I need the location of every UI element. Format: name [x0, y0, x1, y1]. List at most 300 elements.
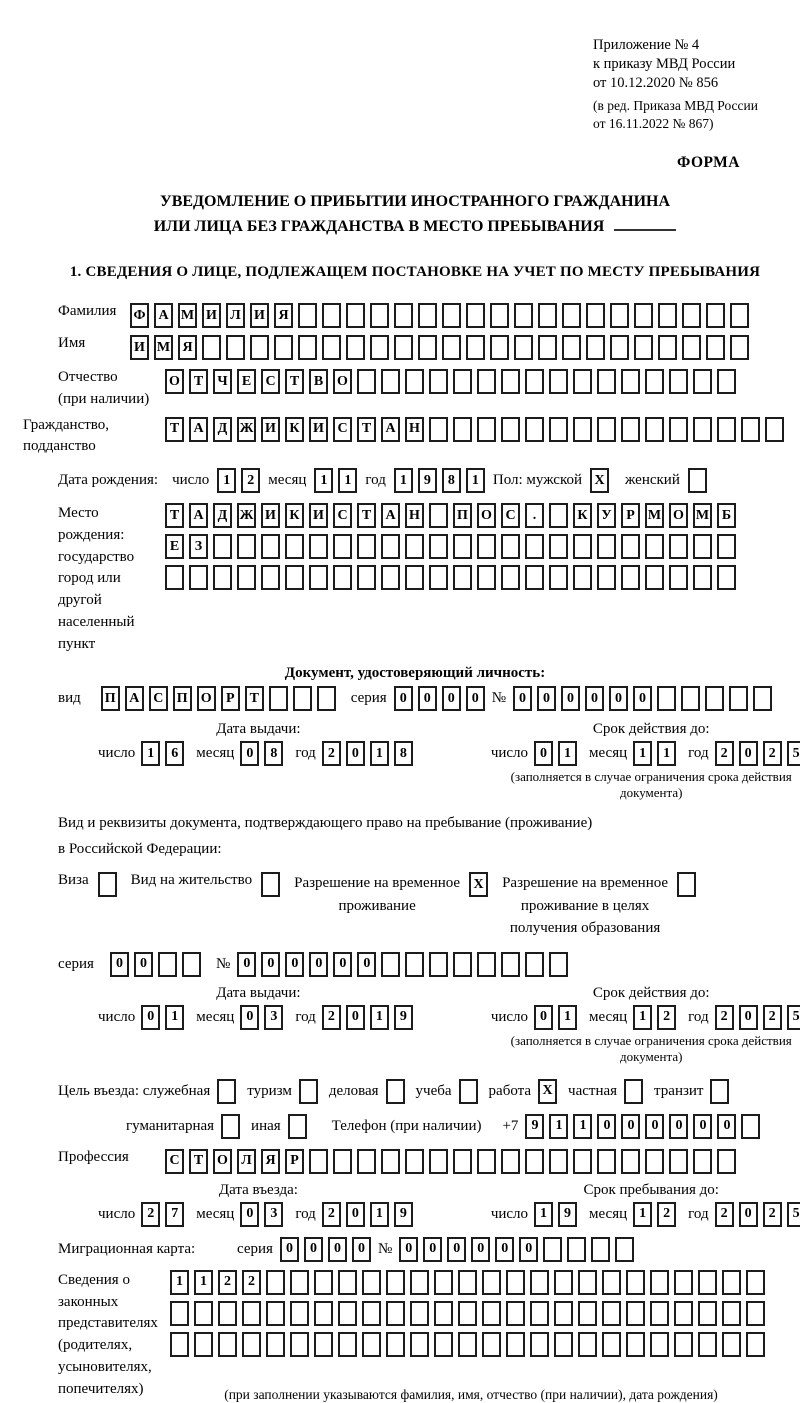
citizenship-cell[interactable]: С: [333, 417, 352, 442]
iddoc-vid-cell[interactable]: А: [125, 686, 144, 711]
birth-year-cell[interactable]: 8: [442, 468, 461, 493]
surname-cell[interactable]: [610, 303, 629, 328]
purpose-gumanitarnaya-box[interactable]: [221, 1114, 240, 1139]
birthplace-cell[interactable]: Ж: [237, 503, 256, 528]
representatives-cell[interactable]: [290, 1332, 309, 1357]
representatives-cell[interactable]: 2: [218, 1270, 237, 1295]
iddoc-vid-cell[interactable]: [317, 686, 336, 711]
entry-day-cell[interactable]: 2: [141, 1202, 160, 1227]
iddoc-issue-day-cell[interactable]: 1: [141, 741, 160, 766]
phone-cell[interactable]: 0: [693, 1114, 712, 1139]
iddoc-num-cell[interactable]: [681, 686, 700, 711]
iddoc-valid-year-cell[interactable]: 2: [715, 741, 734, 766]
iddoc-issue-day-cell[interactable]: 6: [165, 741, 184, 766]
birthplace-cell[interactable]: [237, 534, 256, 559]
birth-day-cell[interactable]: 1: [217, 468, 236, 493]
representatives-cell[interactable]: [434, 1332, 453, 1357]
birth-year-cell[interactable]: 1: [466, 468, 485, 493]
representatives-cell[interactable]: [242, 1301, 261, 1326]
birthplace-cell[interactable]: [549, 503, 568, 528]
representatives-cell[interactable]: [482, 1301, 501, 1326]
permit-num-cell[interactable]: [501, 952, 520, 977]
purpose-chastnaya-box[interactable]: [624, 1079, 643, 1104]
representatives-cell[interactable]: [362, 1270, 381, 1295]
iddoc-seria-cell[interactable]: 0: [442, 686, 461, 711]
patronymic-cell[interactable]: [597, 369, 616, 394]
iddoc-num-cell[interactable]: 0: [561, 686, 580, 711]
representatives-cell[interactable]: [266, 1301, 285, 1326]
representatives-cell[interactable]: [578, 1301, 597, 1326]
representatives-cell[interactable]: [554, 1301, 573, 1326]
birthplace-cell[interactable]: [285, 565, 304, 590]
migcard-num-cell[interactable]: 0: [471, 1237, 490, 1262]
citizenship-cell[interactable]: И: [261, 417, 280, 442]
citizenship-cell[interactable]: [573, 417, 592, 442]
stay-year-cell[interactable]: 2: [715, 1202, 734, 1227]
birthplace-cell[interactable]: [357, 565, 376, 590]
purpose-inaya-box[interactable]: [288, 1114, 307, 1139]
profession-cell[interactable]: [405, 1149, 424, 1174]
iddoc-issue-year-cell[interactable]: 2: [322, 741, 341, 766]
birthplace-cell[interactable]: [261, 565, 280, 590]
iddoc-valid-year-cell[interactable]: 2: [763, 741, 782, 766]
firstname-cell[interactable]: [682, 335, 701, 360]
birthplace-cell[interactable]: И: [309, 503, 328, 528]
representatives-cell[interactable]: [458, 1332, 477, 1357]
surname-cell[interactable]: [298, 303, 317, 328]
surname-cell[interactable]: [394, 303, 413, 328]
surname-cell[interactable]: [658, 303, 677, 328]
migcard-num-cell[interactable]: [567, 1237, 586, 1262]
birthplace-cell[interactable]: [645, 565, 664, 590]
birthplace-cell[interactable]: Т: [357, 503, 376, 528]
firstname-cell[interactable]: [274, 335, 293, 360]
representatives-cell[interactable]: [266, 1332, 285, 1357]
iddoc-issue-year-cell[interactable]: 1: [370, 741, 389, 766]
birthplace-cell[interactable]: [237, 565, 256, 590]
stay-year-cell[interactable]: 5: [787, 1202, 800, 1227]
representatives-cell[interactable]: [314, 1332, 333, 1357]
citizenship-cell[interactable]: Т: [165, 417, 184, 442]
representatives-cell[interactable]: [362, 1332, 381, 1357]
birthplace-cell[interactable]: М: [645, 503, 664, 528]
iddoc-num-cell[interactable]: 0: [609, 686, 628, 711]
birthplace-cell[interactable]: [453, 565, 472, 590]
citizenship-cell[interactable]: [717, 417, 736, 442]
birthplace-cell[interactable]: [189, 565, 208, 590]
permit-num-cell[interactable]: [549, 952, 568, 977]
profession-cell[interactable]: [573, 1149, 592, 1174]
birthplace-cell[interactable]: [357, 534, 376, 559]
iddoc-seria-cell[interactable]: 0: [466, 686, 485, 711]
representatives-cell[interactable]: [242, 1332, 261, 1357]
permit-valid-year-cell[interactable]: 5: [787, 1005, 800, 1030]
firstname-cell[interactable]: [490, 335, 509, 360]
representatives-cell[interactable]: [434, 1270, 453, 1295]
permit-valid-year-cell[interactable]: 2: [715, 1005, 734, 1030]
birthplace-cell[interactable]: [309, 534, 328, 559]
representatives-cell[interactable]: [698, 1332, 717, 1357]
patronymic-cell[interactable]: О: [165, 369, 184, 394]
representatives-cell[interactable]: 1: [194, 1270, 213, 1295]
permit-num-cell[interactable]: 0: [261, 952, 280, 977]
birthplace-cell[interactable]: С: [501, 503, 520, 528]
citizenship-cell[interactable]: К: [285, 417, 304, 442]
representatives-cell[interactable]: [578, 1332, 597, 1357]
citizenship-cell[interactable]: [453, 417, 472, 442]
patronymic-cell[interactable]: [693, 369, 712, 394]
birthplace-cell[interactable]: [285, 534, 304, 559]
birthplace-cell[interactable]: [165, 565, 184, 590]
entry-day-cell[interactable]: 7: [165, 1202, 184, 1227]
representatives-cell[interactable]: [722, 1301, 741, 1326]
migcard-num-cell[interactable]: 0: [399, 1237, 418, 1262]
citizenship-cell[interactable]: [741, 417, 760, 442]
birthplace-cell[interactable]: [573, 534, 592, 559]
representatives-cell[interactable]: [266, 1270, 285, 1295]
iddoc-num-cell[interactable]: 0: [585, 686, 604, 711]
citizenship-cell[interactable]: А: [381, 417, 400, 442]
surname-cell[interactable]: [322, 303, 341, 328]
permit-num-cell[interactable]: 0: [285, 952, 304, 977]
migcard-seria-cell[interactable]: 0: [352, 1237, 371, 1262]
birthplace-cell[interactable]: [549, 534, 568, 559]
migcard-seria-cell[interactable]: 0: [280, 1237, 299, 1262]
patronymic-cell[interactable]: [573, 369, 592, 394]
permit-issue-day-cell[interactable]: 1: [165, 1005, 184, 1030]
birthplace-cell[interactable]: О: [669, 503, 688, 528]
representatives-cell[interactable]: [698, 1301, 717, 1326]
patronymic-cell[interactable]: Ч: [213, 369, 232, 394]
firstname-cell[interactable]: [298, 335, 317, 360]
representatives-cell[interactable]: [338, 1270, 357, 1295]
iddoc-vid-cell[interactable]: Р: [221, 686, 240, 711]
representatives-cell[interactable]: [506, 1301, 525, 1326]
representatives-cell[interactable]: [626, 1332, 645, 1357]
birthplace-cell[interactable]: [429, 565, 448, 590]
profession-cell[interactable]: [381, 1149, 400, 1174]
citizenship-cell[interactable]: [669, 417, 688, 442]
citizenship-cell[interactable]: Т: [357, 417, 376, 442]
surname-cell[interactable]: И: [202, 303, 221, 328]
birthplace-cell[interactable]: [693, 534, 712, 559]
surname-cell[interactable]: [538, 303, 557, 328]
entry-month-cell[interactable]: 3: [264, 1202, 283, 1227]
iddoc-valid-month-cell[interactable]: 1: [633, 741, 652, 766]
permit-residence-box[interactable]: [261, 872, 280, 897]
surname-cell[interactable]: Ф: [130, 303, 149, 328]
representatives-cell[interactable]: [530, 1332, 549, 1357]
iddoc-num-cell[interactable]: [729, 686, 748, 711]
surname-cell[interactable]: [634, 303, 653, 328]
firstname-cell[interactable]: [562, 335, 581, 360]
profession-cell[interactable]: Р: [285, 1149, 304, 1174]
surname-cell[interactable]: [586, 303, 605, 328]
representatives-cell[interactable]: [626, 1270, 645, 1295]
iddoc-num-cell[interactable]: [753, 686, 772, 711]
patronymic-cell[interactable]: [501, 369, 520, 394]
iddoc-seria-cell[interactable]: 0: [394, 686, 413, 711]
permit-num-cell[interactable]: [525, 952, 544, 977]
representatives-cell[interactable]: [602, 1332, 621, 1357]
birthplace-cell[interactable]: А: [189, 503, 208, 528]
profession-cell[interactable]: [309, 1149, 328, 1174]
stay-day-cell[interactable]: 9: [558, 1202, 577, 1227]
birthplace-cell[interactable]: М: [693, 503, 712, 528]
iddoc-num-cell[interactable]: 0: [633, 686, 652, 711]
iddoc-vid-cell[interactable]: П: [101, 686, 120, 711]
profession-cell[interactable]: [477, 1149, 496, 1174]
stay-month-cell[interactable]: 2: [657, 1202, 676, 1227]
firstname-cell[interactable]: [226, 335, 245, 360]
purpose-turizm-box[interactable]: [299, 1079, 318, 1104]
birthplace-cell[interactable]: [477, 565, 496, 590]
phone-cell[interactable]: 0: [717, 1114, 736, 1139]
birthplace-cell[interactable]: .: [525, 503, 544, 528]
migcard-num-cell[interactable]: [543, 1237, 562, 1262]
patronymic-cell[interactable]: [381, 369, 400, 394]
surname-cell[interactable]: [442, 303, 461, 328]
migcard-num-cell[interactable]: 0: [447, 1237, 466, 1262]
iddoc-vid-cell[interactable]: С: [149, 686, 168, 711]
representatives-cell[interactable]: [458, 1301, 477, 1326]
purpose-delovaya-box[interactable]: [386, 1079, 405, 1104]
representatives-cell[interactable]: 1: [170, 1270, 189, 1295]
iddoc-num-cell[interactable]: [657, 686, 676, 711]
iddoc-vid-cell[interactable]: [293, 686, 312, 711]
stay-day-cell[interactable]: 1: [534, 1202, 553, 1227]
iddoc-valid-year-cell[interactable]: 0: [739, 741, 758, 766]
patronymic-cell[interactable]: [621, 369, 640, 394]
birthplace-cell[interactable]: П: [453, 503, 472, 528]
iddoc-issue-month-cell[interactable]: 0: [240, 741, 259, 766]
birthplace-cell[interactable]: З: [189, 534, 208, 559]
representatives-cell[interactable]: [170, 1332, 189, 1357]
permit-visa-box[interactable]: [98, 872, 117, 897]
representatives-cell[interactable]: [194, 1332, 213, 1357]
representatives-cell[interactable]: [338, 1301, 357, 1326]
birthplace-cell[interactable]: [549, 565, 568, 590]
firstname-cell[interactable]: [658, 335, 677, 360]
citizenship-cell[interactable]: [501, 417, 520, 442]
patronymic-cell[interactable]: [717, 369, 736, 394]
patronymic-cell[interactable]: В: [309, 369, 328, 394]
phone-cell[interactable]: 1: [573, 1114, 592, 1139]
birthplace-cell[interactable]: [717, 565, 736, 590]
citizenship-cell[interactable]: И: [309, 417, 328, 442]
migcard-seria-cell[interactable]: 0: [328, 1237, 347, 1262]
firstname-cell[interactable]: [514, 335, 533, 360]
representatives-cell[interactable]: [746, 1301, 765, 1326]
permit-edu-box[interactable]: [677, 872, 696, 897]
representatives-cell[interactable]: [650, 1301, 669, 1326]
representatives-cell[interactable]: [554, 1332, 573, 1357]
birthplace-cell[interactable]: [621, 534, 640, 559]
representatives-cell[interactable]: [506, 1332, 525, 1357]
representatives-cell[interactable]: [722, 1332, 741, 1357]
representatives-cell[interactable]: [722, 1270, 741, 1295]
representatives-cell[interactable]: [290, 1270, 309, 1295]
firstname-cell[interactable]: [250, 335, 269, 360]
permit-num-cell[interactable]: 0: [237, 952, 256, 977]
permit-num-cell[interactable]: 0: [357, 952, 376, 977]
permit-valid-month-cell[interactable]: 1: [633, 1005, 652, 1030]
iddoc-valid-day-cell[interactable]: 0: [534, 741, 553, 766]
birthplace-cell[interactable]: Н: [405, 503, 424, 528]
firstname-cell[interactable]: [322, 335, 341, 360]
profession-cell[interactable]: [333, 1149, 352, 1174]
birthplace-cell[interactable]: [525, 534, 544, 559]
representatives-cell[interactable]: [386, 1301, 405, 1326]
birthplace-cell[interactable]: [621, 565, 640, 590]
surname-cell[interactable]: [730, 303, 749, 328]
patronymic-cell[interactable]: [549, 369, 568, 394]
profession-cell[interactable]: [453, 1149, 472, 1174]
firstname-cell[interactable]: [442, 335, 461, 360]
birthplace-cell[interactable]: [597, 534, 616, 559]
iddoc-vid-cell[interactable]: Т: [245, 686, 264, 711]
profession-cell[interactable]: О: [213, 1149, 232, 1174]
firstname-cell[interactable]: [202, 335, 221, 360]
profession-cell[interactable]: Т: [189, 1149, 208, 1174]
permit-num-cell[interactable]: [429, 952, 448, 977]
firstname-cell[interactable]: [394, 335, 413, 360]
surname-cell[interactable]: А: [154, 303, 173, 328]
profession-cell[interactable]: С: [165, 1149, 184, 1174]
birthplace-cell[interactable]: [501, 534, 520, 559]
birthplace-cell[interactable]: Е: [165, 534, 184, 559]
birthplace-cell[interactable]: [213, 565, 232, 590]
patronymic-cell[interactable]: [669, 369, 688, 394]
representatives-cell[interactable]: [362, 1301, 381, 1326]
entry-month-cell[interactable]: 0: [240, 1202, 259, 1227]
permit-num-cell[interactable]: [477, 952, 496, 977]
permit-issue-year-cell[interactable]: 2: [322, 1005, 341, 1030]
citizenship-cell[interactable]: [549, 417, 568, 442]
surname-cell[interactable]: [562, 303, 581, 328]
birthplace-cell[interactable]: [405, 565, 424, 590]
iddoc-num-cell[interactable]: 0: [537, 686, 556, 711]
patronymic-cell[interactable]: [357, 369, 376, 394]
representatives-cell[interactable]: 2: [242, 1270, 261, 1295]
permit-num-cell[interactable]: [405, 952, 424, 977]
birthplace-cell[interactable]: И: [261, 503, 280, 528]
stay-year-cell[interactable]: 2: [763, 1202, 782, 1227]
birthplace-cell[interactable]: [381, 534, 400, 559]
birthplace-cell[interactable]: [573, 565, 592, 590]
firstname-cell[interactable]: Я: [178, 335, 197, 360]
permit-seria-cell[interactable]: [158, 952, 177, 977]
iddoc-valid-year-cell[interactable]: 5: [787, 741, 800, 766]
firstname-cell[interactable]: [634, 335, 653, 360]
surname-cell[interactable]: [514, 303, 533, 328]
iddoc-seria-cell[interactable]: 0: [418, 686, 437, 711]
citizenship-cell[interactable]: [621, 417, 640, 442]
patronymic-cell[interactable]: [405, 369, 424, 394]
patronymic-cell[interactable]: [477, 369, 496, 394]
birthplace-cell[interactable]: [333, 534, 352, 559]
birthplace-cell[interactable]: [453, 534, 472, 559]
surname-cell[interactable]: [466, 303, 485, 328]
phone-cell[interactable]: 9: [525, 1114, 544, 1139]
iddoc-vid-cell[interactable]: П: [173, 686, 192, 711]
profession-cell[interactable]: [357, 1149, 376, 1174]
birthplace-cell[interactable]: [717, 534, 736, 559]
birthplace-cell[interactable]: С: [333, 503, 352, 528]
patronymic-cell[interactable]: Т: [285, 369, 304, 394]
migcard-num-cell[interactable]: 0: [519, 1237, 538, 1262]
representatives-cell[interactable]: [434, 1301, 453, 1326]
representatives-cell[interactable]: [458, 1270, 477, 1295]
representatives-cell[interactable]: [194, 1301, 213, 1326]
birthplace-cell[interactable]: А: [381, 503, 400, 528]
phone-cell[interactable]: 1: [549, 1114, 568, 1139]
citizenship-cell[interactable]: [597, 417, 616, 442]
permit-issue-month-cell[interactable]: 3: [264, 1005, 283, 1030]
representatives-cell[interactable]: [506, 1270, 525, 1295]
firstname-cell[interactable]: [538, 335, 557, 360]
permit-valid-year-cell[interactable]: 2: [763, 1005, 782, 1030]
citizenship-cell[interactable]: [693, 417, 712, 442]
surname-cell[interactable]: И: [250, 303, 269, 328]
representatives-cell[interactable]: [674, 1270, 693, 1295]
representatives-cell[interactable]: [290, 1301, 309, 1326]
entry-year-cell[interactable]: 1: [370, 1202, 389, 1227]
permit-issue-year-cell[interactable]: 0: [346, 1005, 365, 1030]
permit-num-cell[interactable]: [381, 952, 400, 977]
permit-seria-cell[interactable]: 0: [134, 952, 153, 977]
surname-cell[interactable]: [346, 303, 365, 328]
migcard-num-cell[interactable]: 0: [423, 1237, 442, 1262]
citizenship-cell[interactable]: [525, 417, 544, 442]
phone-cell[interactable]: 0: [597, 1114, 616, 1139]
surname-cell[interactable]: [682, 303, 701, 328]
iddoc-issue-year-cell[interactable]: 0: [346, 741, 365, 766]
citizenship-cell[interactable]: [429, 417, 448, 442]
profession-cell[interactable]: [597, 1149, 616, 1174]
iddoc-num-cell[interactable]: 0: [513, 686, 532, 711]
birth-year-cell[interactable]: 9: [418, 468, 437, 493]
representatives-cell[interactable]: [314, 1270, 333, 1295]
representatives-cell[interactable]: [746, 1270, 765, 1295]
birthplace-cell[interactable]: [213, 534, 232, 559]
entry-year-cell[interactable]: 9: [394, 1202, 413, 1227]
iddoc-valid-day-cell[interactable]: 1: [558, 741, 577, 766]
patronymic-cell[interactable]: [525, 369, 544, 394]
representatives-cell[interactable]: [698, 1270, 717, 1295]
profession-cell[interactable]: [669, 1149, 688, 1174]
stay-year-cell[interactable]: 0: [739, 1202, 758, 1227]
purpose-ucheba-box[interactable]: [459, 1079, 478, 1104]
entry-year-cell[interactable]: 2: [322, 1202, 341, 1227]
patronymic-cell[interactable]: [645, 369, 664, 394]
stay-month-cell[interactable]: 1: [633, 1202, 652, 1227]
birthplace-cell[interactable]: [429, 534, 448, 559]
surname-cell[interactable]: Я: [274, 303, 293, 328]
representatives-cell[interactable]: [554, 1270, 573, 1295]
profession-cell[interactable]: [621, 1149, 640, 1174]
permit-seria-cell[interactable]: [182, 952, 201, 977]
iddoc-vid-cell[interactable]: О: [197, 686, 216, 711]
birthplace-cell[interactable]: [381, 565, 400, 590]
firstname-cell[interactable]: И: [130, 335, 149, 360]
birthplace-cell[interactable]: [261, 534, 280, 559]
birthplace-cell[interactable]: [309, 565, 328, 590]
profession-cell[interactable]: [525, 1149, 544, 1174]
profession-cell[interactable]: [717, 1149, 736, 1174]
birthplace-cell[interactable]: [669, 565, 688, 590]
entry-year-cell[interactable]: 0: [346, 1202, 365, 1227]
